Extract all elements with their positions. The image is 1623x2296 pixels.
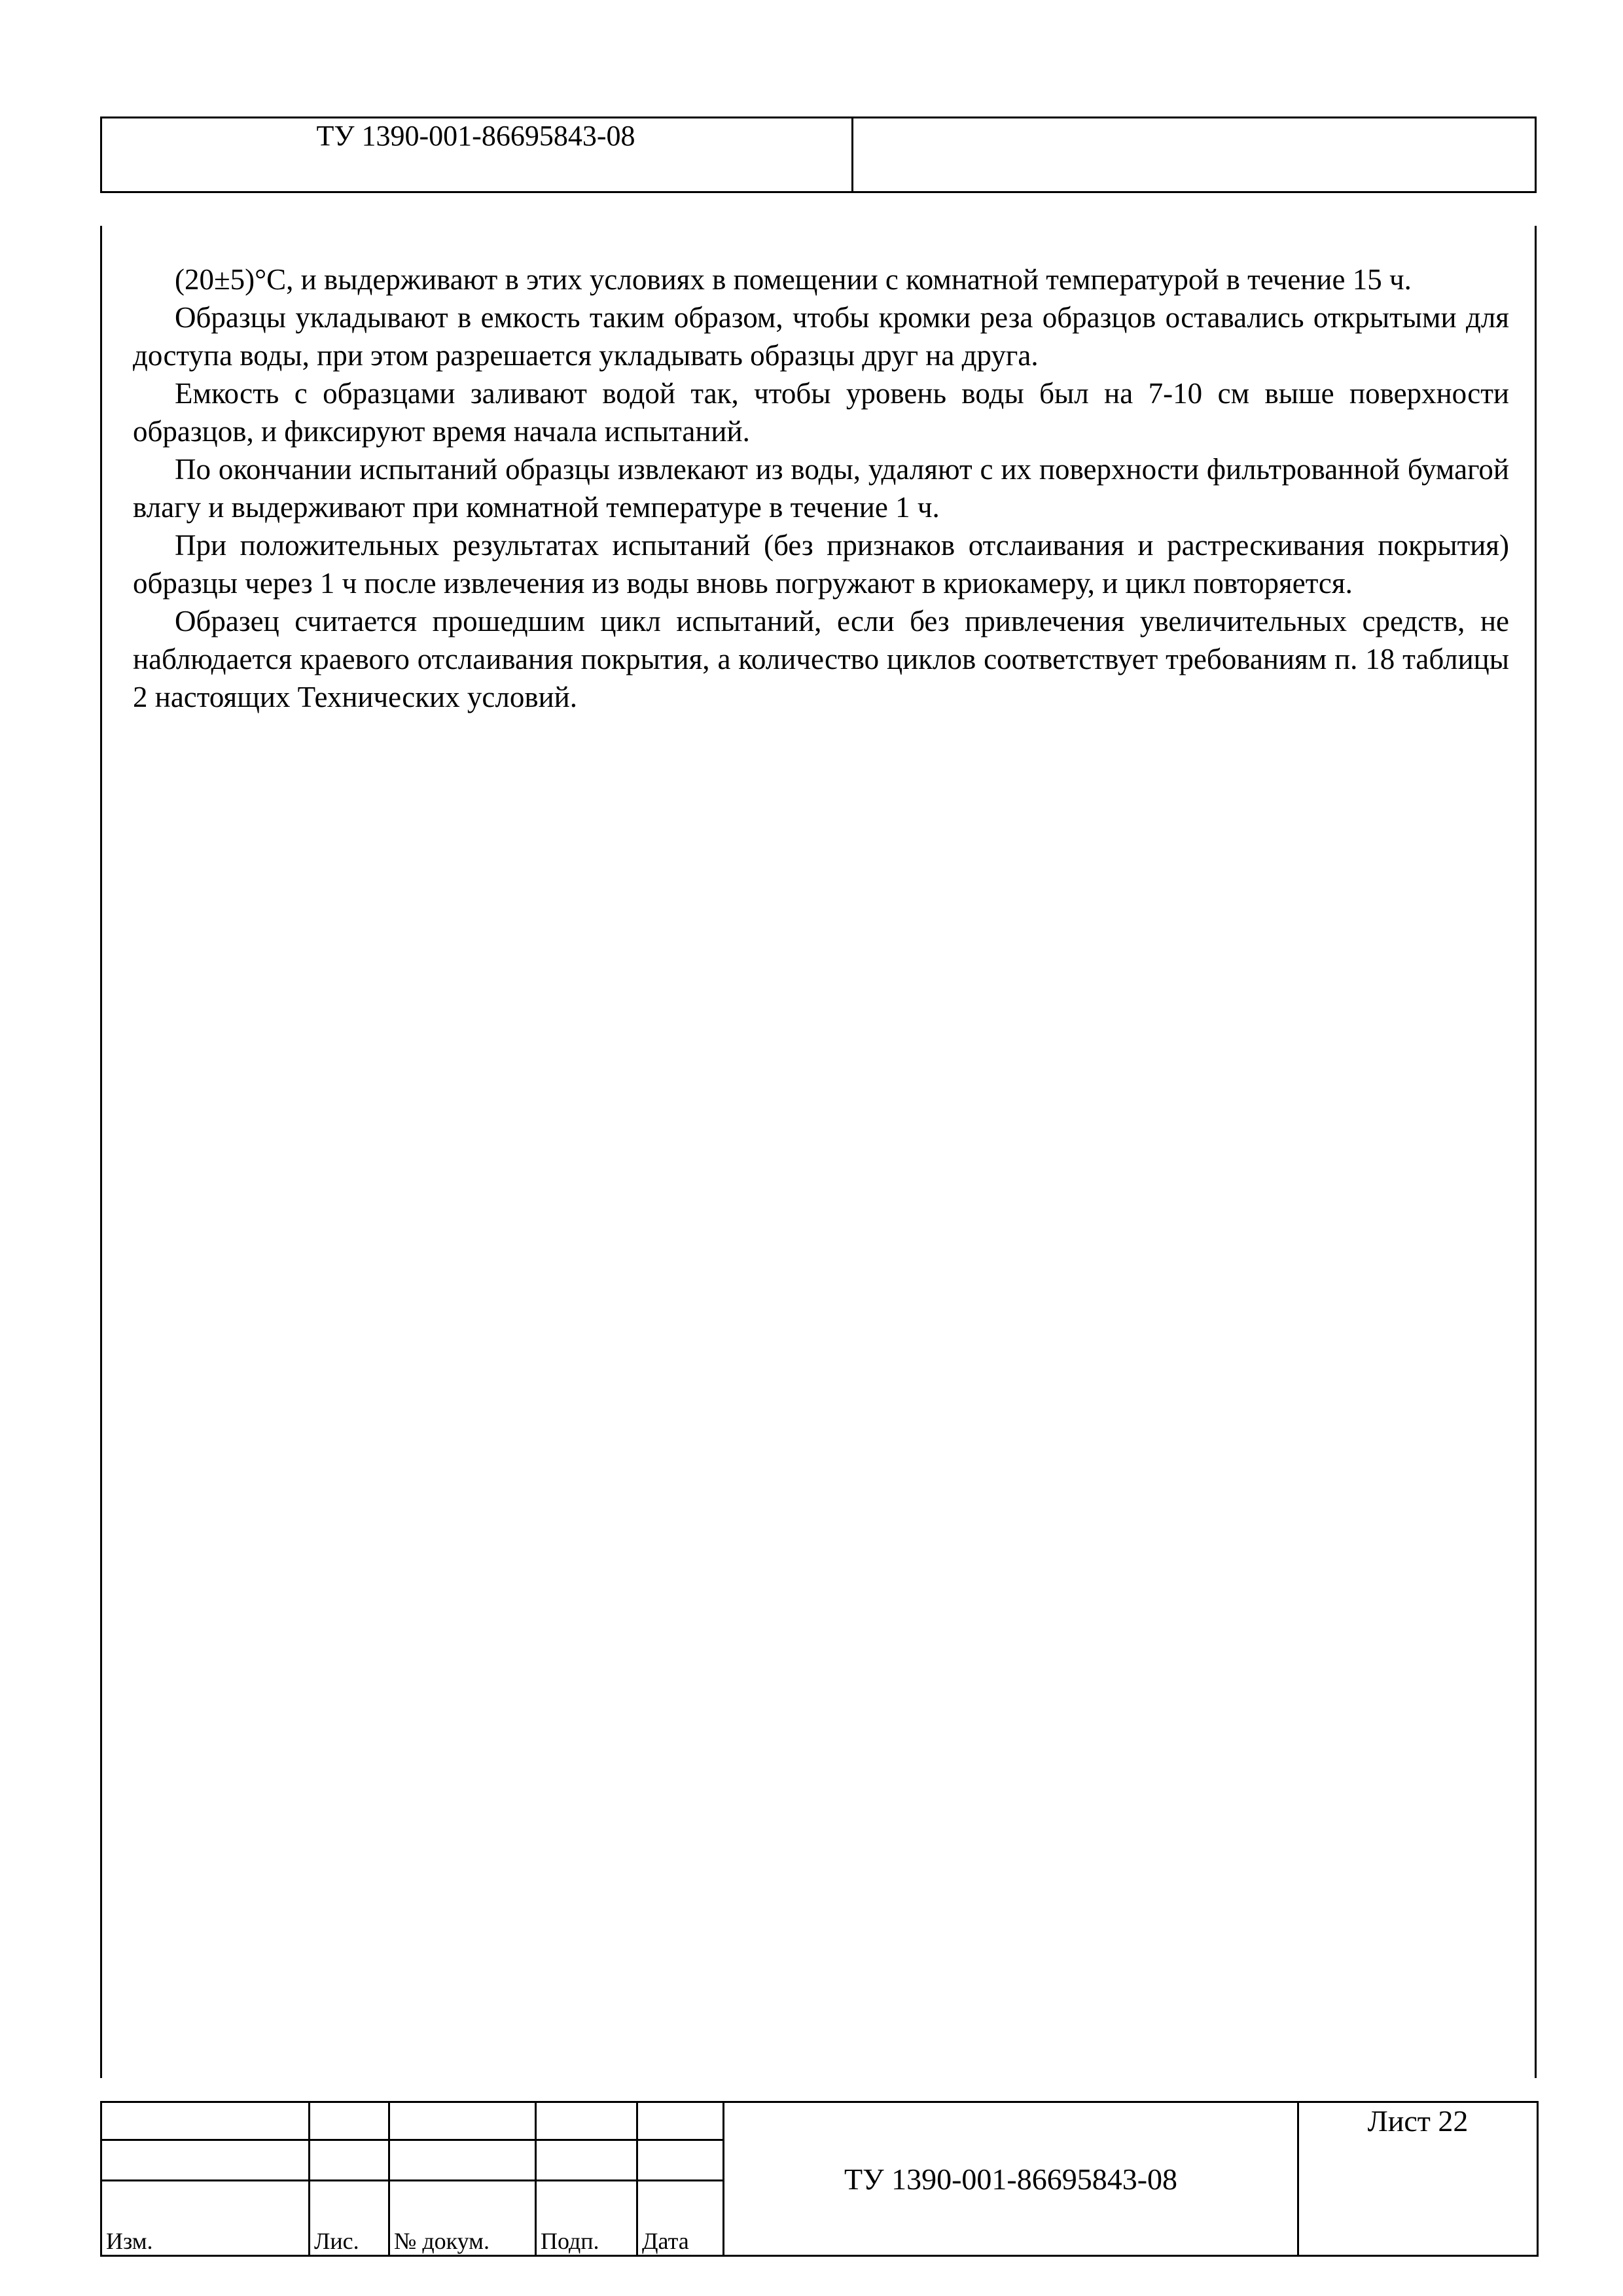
- stamp-cell: [310, 2102, 389, 2140]
- stamp-document-code: ТУ 1390-001-86695843-08: [724, 2102, 1298, 2256]
- stamp-label-list: Лис.: [310, 2181, 389, 2256]
- stamp-cell: [101, 2140, 310, 2181]
- stamp-cell: [637, 2102, 724, 2140]
- frame-right-line: [1535, 226, 1537, 2078]
- paragraph: По окончании испытаний образцы извлекают из воды, удаляют с их поверхности фильтрованной бумагой влагу и выдерживают при комнатной температуре в течение 1 ч.: [133, 453, 1509, 524]
- stamp-label-date: Дата: [637, 2181, 724, 2256]
- stamp-label-izm: Изм.: [101, 2181, 310, 2256]
- document-body: [133, 260, 1509, 716]
- header-document-code: ТУ 1390-001-86695843-08: [316, 120, 635, 152]
- stamp-cell: [637, 2140, 724, 2181]
- paragraph: (20±5)°С, и выдерживают в этих условиях в помещении с комнатной температурой в течение 15 ч.: [175, 263, 1412, 296]
- sheet-number: Лист 22: [1298, 2102, 1538, 2256]
- stamp-cell: [310, 2140, 389, 2181]
- stamp-cell: [536, 2102, 637, 2140]
- paragraph: При положительных результатах испытаний (без признаков отслаивания и растрескивания покрытия) образцы через 1 ч после извлечения из воды вновь погружают в криокамеру, и цикл повторяется.: [133, 529, 1509, 600]
- stamp-cell: [389, 2140, 536, 2181]
- stamp-cell: [101, 2102, 310, 2140]
- stamp-cell: [389, 2102, 536, 2140]
- stamp-cell: [536, 2140, 637, 2181]
- title-block: [100, 2101, 1537, 2255]
- frame-left-line: [100, 226, 102, 2078]
- stamp-label-doc: № докум.: [389, 2181, 536, 2256]
- paragraph: Образец считается прошедшим цикл испытаний, если без привлечения увеличительных средств, не наблюдается краевого отслаивания покрытия, а количество циклов соответствует требованиям п. 18 таблицы 2 настоящих Технических условий.: [133, 605, 1509, 713]
- header-divider: [851, 117, 853, 193]
- stamp-label-sign: Подп.: [536, 2181, 637, 2256]
- paragraph: Образцы укладывают в емкость таким образом, чтобы кромки реза образцов оставались открытыми для доступа воды, при этом разрешается укладывать образцы друг на друга.: [133, 301, 1509, 372]
- paragraph: Емкость с образцами заливают водой так, чтобы уровень воды был на 7-10 см выше поверхности образцов, и фиксируют время начала испытаний.: [133, 377, 1509, 448]
